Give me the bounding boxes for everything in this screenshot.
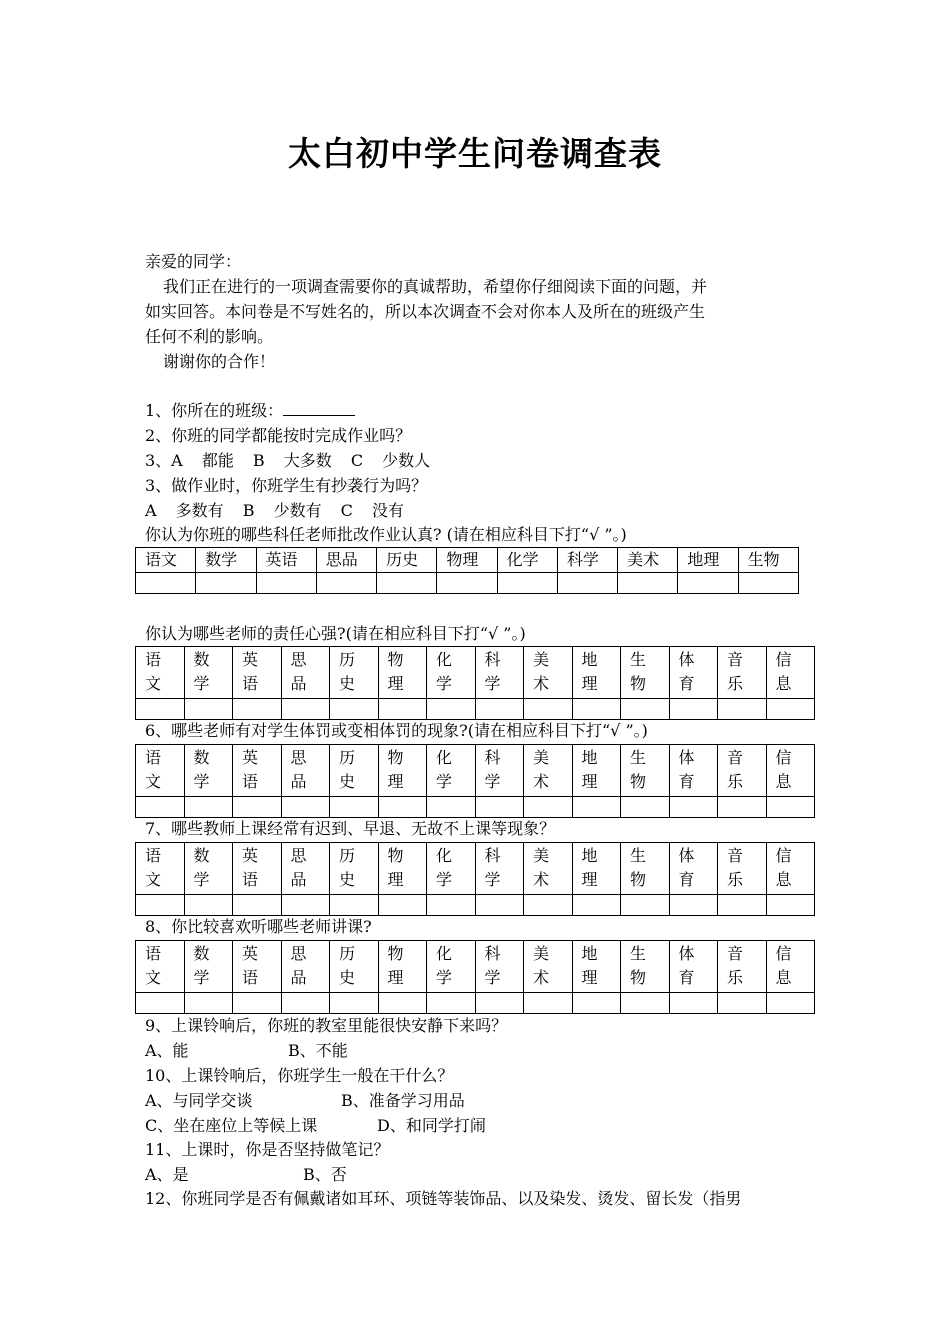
class-blank[interactable] [283,400,355,416]
greeting: 亲爱的同学： [145,252,242,271]
subject-header-cell [330,647,379,699]
subject-header-cell [281,745,330,797]
subject-char: 物 [387,650,404,669]
subject-char: 音 [727,944,744,963]
subject-header-cell [718,843,767,895]
check-cell[interactable] [497,573,557,594]
subject-char: 文 [145,772,162,791]
question-11-options [145,1164,347,1186]
question-9-option-a[interactable]: A、能 [145,1041,189,1060]
subject-header-cell [136,745,185,797]
subject-header-cell [184,647,233,699]
subject-header-cell [184,843,233,895]
subject-char: 语 [242,870,259,889]
page-title: 太白初中学生问卷调查表 [288,134,662,173]
subject-char: 地 [581,748,598,767]
subject-header-cell [136,941,185,993]
check-cell[interactable] [184,797,233,818]
subject-char: 音 [727,748,744,767]
intro-line-1: 我们正在进行的一项调查需要你的真诚帮助，希望你仔细阅读下面的问题，并 [163,277,708,296]
subject-char: 生 [630,650,647,669]
subject-char: 学 [484,968,501,987]
subject-char: 历 [339,846,356,865]
check-cell[interactable] [718,797,767,818]
check-cell[interactable] [233,797,282,818]
subject-char: 息 [775,870,792,889]
subject-char: 学 [193,674,210,693]
subject-char: 数 [193,748,210,767]
subject-header-cell [475,941,524,993]
subject-header-cell [136,843,185,895]
subject-char: 学 [193,772,210,791]
subject-header-cell [427,843,476,895]
question-11-option-b[interactable]: B、否 [303,1165,347,1184]
check-cell[interactable] [378,699,427,720]
subject-header-cell [281,941,330,993]
check-cell[interactable] [669,993,718,1014]
subject-char: 息 [775,674,792,693]
subject-header-cell [475,647,524,699]
question-4: 你认为你班的哪些科任老师批改作业认真? (请在相应科目下打“√ ”。) [145,525,627,544]
subject-header-cell [233,941,282,993]
subject-char: 科 [484,748,501,767]
subject-header-cell [475,745,524,797]
subject-header-cell: 生物 [738,548,798,573]
question-5: 你认为哪些老师的责任心强?(请在相应科目下打“√ ”。) [145,624,526,643]
check-cell[interactable] [718,993,767,1014]
question-3: 3、做作业时，你班学生有抄袭行为吗？ [145,476,428,495]
subject-header-cell [524,745,573,797]
question-10-options-2 [145,1115,486,1137]
subject-char: 地 [581,650,598,669]
subject-char: 育 [678,968,695,987]
subject-char: 地 [581,944,598,963]
subject-header-cell [621,941,670,993]
check-cell[interactable] [427,699,476,720]
subject-header-cell [378,647,427,699]
subject-char: 信 [775,846,792,865]
subject-char: 理 [581,968,598,987]
subject-header-cell [718,941,767,993]
subject-table-lateness [135,842,815,916]
check-cell[interactable] [136,699,185,720]
question-12: 12、你班同学是否有佩戴诸如耳环、项链等装饰品、以及染发、烫发、留长发（指男 [145,1189,742,1208]
check-cell[interactable] [184,993,233,1014]
subject-char: 信 [775,944,792,963]
check-cell[interactable] [378,993,427,1014]
check-cell[interactable] [330,895,379,916]
subject-char: 地 [581,846,598,865]
subject-char: 数 [193,846,210,865]
check-cell[interactable] [184,699,233,720]
subject-header-cell [233,745,282,797]
subject-header-cell [766,745,815,797]
subject-char: 术 [533,674,550,693]
subject-header-cell [718,745,767,797]
subject-char: 英 [242,650,259,669]
check-cell[interactable] [669,797,718,818]
subject-header-cell [669,843,718,895]
question-9-option-b[interactable]: B、不能 [288,1041,348,1060]
subject-char: 学 [484,674,501,693]
check-cell[interactable] [766,895,815,916]
subject-header-cell: 物理 [437,548,497,573]
subject-header-cell: 语文 [136,548,196,573]
subject-char: 史 [339,772,356,791]
subject-header-cell [427,647,476,699]
subject-char: 理 [387,674,404,693]
question-2-options: 3、A 都能 B 大多数 C 少数人 [145,451,431,470]
check-cell[interactable] [524,797,573,818]
subject-char: 化 [436,944,453,963]
subject-char: 思 [290,748,307,767]
subject-char: 美 [533,944,550,963]
check-cell[interactable] [524,993,573,1014]
subject-header-cell [766,647,815,699]
subject-char: 史 [339,870,356,889]
check-cell[interactable] [233,993,282,1014]
subject-char: 史 [339,968,356,987]
subject-table-responsibility [135,646,815,720]
subject-header-cell [766,843,815,895]
subject-header-cell: 地理 [678,548,738,573]
subject-header-cell [669,745,718,797]
subject-char: 美 [533,748,550,767]
check-cell[interactable] [766,699,815,720]
subject-header-cell [572,843,621,895]
check-cell[interactable] [330,797,379,818]
subject-char: 体 [678,748,695,767]
subject-char: 学 [484,870,501,889]
check-cell[interactable] [669,895,718,916]
check-cell[interactable] [233,699,282,720]
subject-header-cell [184,941,233,993]
check-cell[interactable] [766,993,815,1014]
question-2: 2、你班的同学都能按时完成作业吗？ [145,426,412,445]
subject-header-cell [330,843,379,895]
check-cell[interactable] [281,895,330,916]
subject-char: 英 [242,944,259,963]
subject-header-cell [524,941,573,993]
subject-char: 生 [630,846,647,865]
subject-header-cell [233,843,282,895]
check-cell[interactable] [572,895,621,916]
subject-header-cell [621,745,670,797]
check-cell[interactable] [377,573,437,594]
subject-char: 学 [436,674,453,693]
intro-line-2: 如实回答。本问卷是不写姓名的，所以本次调查不会对你本人及所在的班级产生 [145,302,706,321]
question-10-option-b[interactable]: B、准备学习用品 [341,1091,465,1110]
check-cell[interactable] [316,573,376,594]
subject-char: 品 [290,772,307,791]
subject-char: 数 [193,944,210,963]
subject-header-cell: 英语 [256,548,316,573]
check-cell[interactable] [184,895,233,916]
subject-header-cell [427,941,476,993]
subject-char: 思 [290,944,307,963]
subject-char: 历 [339,944,356,963]
subject-char: 文 [145,870,162,889]
check-cell[interactable] [136,993,185,1014]
subject-header-cell [475,843,524,895]
subject-header-cell [281,843,330,895]
subject-char: 乐 [727,870,744,889]
subject-char: 学 [193,870,210,889]
subject-char: 生 [630,944,647,963]
check-cell[interactable] [475,797,524,818]
subject-header-cell [766,941,815,993]
subject-header-cell [572,745,621,797]
check-cell[interactable] [572,797,621,818]
subject-char: 理 [387,772,404,791]
check-cell[interactable] [330,699,379,720]
check-cell[interactable] [136,797,185,818]
subject-char: 体 [678,846,695,865]
question-8: 8、你比较喜欢听哪些老师讲课? [145,917,372,936]
subject-header-cell [718,647,767,699]
subject-char: 语 [242,674,259,693]
subject-char: 语 [145,748,162,767]
check-cell[interactable] [718,895,767,916]
subject-char: 文 [145,968,162,987]
check-cell[interactable] [196,573,256,594]
check-cell[interactable] [281,699,330,720]
subject-header-cell [378,941,427,993]
subject-header-cell: 科学 [557,548,617,573]
subject-char: 语 [145,650,162,669]
subject-char: 学 [193,968,210,987]
check-cell[interactable] [669,699,718,720]
check-cell[interactable] [621,797,670,818]
question-10-option-d[interactable]: D、和同学打闹 [377,1116,486,1135]
subject-header-cell [572,941,621,993]
subject-header-cell [378,745,427,797]
check-cell[interactable] [766,797,815,818]
subject-char: 历 [339,650,356,669]
subject-char: 信 [775,650,792,669]
check-cell[interactable] [475,993,524,1014]
subject-char: 学 [436,968,453,987]
subject-header-cell: 化学 [497,548,557,573]
check-cell[interactable] [524,699,573,720]
subject-char: 物 [387,944,404,963]
subject-char: 语 [145,846,162,865]
check-cell[interactable] [233,895,282,916]
subject-char: 音 [727,846,744,865]
subject-char: 语 [145,944,162,963]
subject-char: 理 [581,674,598,693]
subject-char: 化 [436,650,453,669]
subject-header-cell [233,647,282,699]
subject-header-cell: 数学 [196,548,256,573]
subject-char: 学 [436,870,453,889]
subject-char: 物 [387,846,404,865]
subject-char: 理 [387,968,404,987]
subject-header-cell: 历史 [377,548,437,573]
subject-header-cell: 美术 [618,548,678,573]
check-cell[interactable] [136,573,196,594]
subject-table-favorite [135,940,815,1014]
subject-char: 信 [775,748,792,767]
check-cell[interactable] [136,895,185,916]
subject-header-cell: 思品 [316,548,376,573]
subject-char: 术 [533,870,550,889]
check-cell[interactable] [738,573,798,594]
subject-header-cell [621,647,670,699]
check-cell[interactable] [572,993,621,1014]
subject-header-cell [330,941,379,993]
question-9-options [145,1040,348,1062]
question-10: 10、上课铃响后，你班学生一般在干什么？ [145,1066,454,1085]
subject-char: 思 [290,650,307,669]
subject-header-cell [669,647,718,699]
question-11-option-a[interactable]: A、是 [145,1165,189,1184]
subject-char: 品 [290,674,307,693]
subject-char: 物 [630,772,647,791]
subject-char: 术 [533,968,550,987]
subject-char: 化 [436,748,453,767]
subject-char: 美 [533,650,550,669]
subject-char: 语 [242,968,259,987]
check-cell[interactable] [475,699,524,720]
question-3-options: A 多数有 B 少数有 C 没有 [145,501,404,520]
subject-char: 科 [484,650,501,669]
subject-char: 物 [630,674,647,693]
question-11: 11、上课时，你是否坚持做笔记？ [145,1140,390,1159]
check-cell[interactable] [621,993,670,1014]
subject-char: 科 [484,944,501,963]
subject-char: 物 [387,748,404,767]
subject-char: 体 [678,650,695,669]
subject-char: 英 [242,846,259,865]
check-cell[interactable] [718,699,767,720]
question-7: 7、哪些教师上课经常有迟到、早退、无故不上课等现象？ [145,819,556,838]
subject-char: 史 [339,674,356,693]
check-cell[interactable] [437,573,497,594]
subject-char: 语 [242,772,259,791]
subject-char: 理 [387,870,404,889]
subject-header-cell [136,647,185,699]
subject-header-cell [572,647,621,699]
subject-char: 术 [533,772,550,791]
subject-char: 学 [484,772,501,791]
check-cell[interactable] [330,993,379,1014]
check-cell[interactable] [572,699,621,720]
check-cell[interactable] [618,573,678,594]
check-cell[interactable] [427,993,476,1014]
subject-char: 乐 [727,968,744,987]
subject-char: 学 [436,772,453,791]
check-cell[interactable] [281,993,330,1014]
question-9: 9、上课铃响后，你班的教室里能很快安静下来吗？ [145,1016,508,1035]
check-cell[interactable] [621,699,670,720]
check-cell[interactable] [378,895,427,916]
subject-char: 育 [678,870,695,889]
check-cell[interactable] [524,895,573,916]
intro-line-3: 任何不利的影响。 [145,327,274,346]
subject-header-cell [524,647,573,699]
question-10-option-a[interactable]: A、与同学交谈 [145,1091,253,1110]
subject-char: 英 [242,748,259,767]
subject-header-cell [669,941,718,993]
subject-header-cell [427,745,476,797]
subject-header-cell [184,745,233,797]
subject-char: 历 [339,748,356,767]
check-cell[interactable] [557,573,617,594]
question-10-options-1 [145,1090,465,1112]
subject-table-homework [135,547,799,594]
thanks-line: 谢谢你的合作！ [163,352,276,371]
subject-char: 乐 [727,674,744,693]
subject-header-cell [281,647,330,699]
subject-char: 育 [678,674,695,693]
subject-char: 思 [290,846,307,865]
subject-char: 息 [775,772,792,791]
question-1 [145,400,355,422]
subject-header-cell [378,843,427,895]
question-10-option-c[interactable]: C、坐在座位上等候上课 [145,1116,318,1135]
subject-char: 文 [145,674,162,693]
subject-char: 数 [193,650,210,669]
subject-char: 化 [436,846,453,865]
subject-char: 品 [290,870,307,889]
question-1-text: 1、你所在的班级： [145,401,284,420]
subject-char: 生 [630,748,647,767]
subject-char: 乐 [727,772,744,791]
subject-char: 育 [678,772,695,791]
check-cell[interactable] [378,797,427,818]
subject-char: 物 [630,968,647,987]
check-cell[interactable] [256,573,316,594]
check-cell[interactable] [621,895,670,916]
check-cell[interactable] [678,573,738,594]
check-cell[interactable] [427,797,476,818]
subject-char: 理 [581,870,598,889]
subject-char: 理 [581,772,598,791]
subject-char: 品 [290,968,307,987]
subject-table-punishment [135,744,815,818]
subject-char: 息 [775,968,792,987]
question-6: 6、哪些老师有对学生体罚或变相体罚的现象?(请在相应科目下打“√ ”。) [145,721,648,740]
subject-header-cell [524,843,573,895]
subject-char: 音 [727,650,744,669]
check-cell[interactable] [427,895,476,916]
subject-header-cell [621,843,670,895]
check-cell[interactable] [281,797,330,818]
subject-header-cell [330,745,379,797]
subject-char: 科 [484,846,501,865]
subject-char: 体 [678,944,695,963]
subject-char: 美 [533,846,550,865]
check-cell[interactable] [475,895,524,916]
subject-char: 物 [630,870,647,889]
